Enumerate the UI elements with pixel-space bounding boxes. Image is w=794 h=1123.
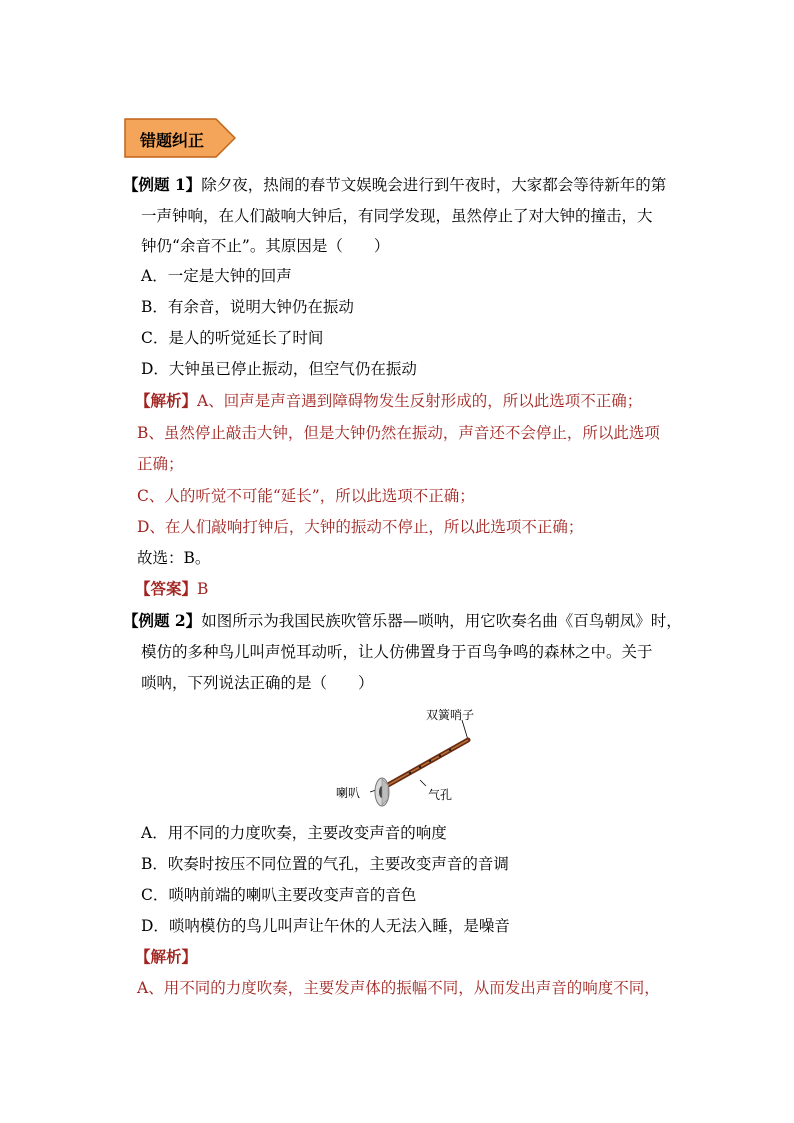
q1-stem-line3: 钟仍“余音不止”。其原因是（ ） — [141, 237, 390, 255]
q2-option-c: C．唢呐前端的喇叭主要改变声音的音色 — [141, 886, 417, 904]
q2-option-d: D．唢呐模仿的鸟儿叫声让午休的人无法入睡，是噪音 — [141, 917, 510, 935]
q1-answer-label: 【答案】 — [135, 579, 198, 598]
section-tag-label: 错题纠正 — [140, 131, 205, 150]
label-reed: 双簧哨子 — [426, 708, 475, 722]
q2-analysis-a: A、用不同的力度吹奏，主要发声体的振幅不同，从而发出声音的响度不同， — [137, 979, 660, 997]
q1-label: 【例题 1】 — [123, 175, 202, 194]
q1-stem-line1: 【例题 1】除夕夜，热闹的春节文娱晚会进行到午夜时，大家都会等待新年的第 — [123, 175, 667, 194]
q1-analysis-d: D、在人们敲响打钟后，大钟的振动不停止，所以此选项不正确； — [137, 518, 584, 536]
q1-conclusion: 故选：B。 — [137, 549, 211, 567]
q1-analysis-b1: B、虽然停止敲击大钟，但是大钟仍然在振动，声音还不会停止，所以此选项 — [137, 424, 660, 442]
q2-stem-line1: 【例题 2】如图所示为我国民族吹管乐器—唢呐，用它吹奏名曲《百鸟朝凤》时， — [123, 611, 682, 630]
suona-figure — [330, 700, 480, 810]
q2-analysis-label: 【解析】 — [135, 947, 198, 966]
q2-label: 【例题 2】 — [123, 611, 202, 630]
q1-option-b: B．有余音，说明大钟仍在振动 — [141, 298, 354, 316]
q1-option-c: C．是人的听觉延长了时间 — [141, 329, 324, 347]
q1-analysis-c: C、人的听觉不可能“延长”，所以此选项不正确； — [137, 487, 475, 505]
q1-analysis-label: 【解析】 — [135, 391, 198, 410]
q2-option-b: B．吹奏时按压不同位置的气孔，主要改变声音的音调 — [141, 855, 509, 873]
label-hole: 气孔 — [428, 788, 453, 802]
q1-analysis-b2: 正确； — [137, 455, 184, 473]
q2-stem-line2: 模仿的多种鸟儿叫声悦耳动听，让人仿佛置身于百鸟争鸣的森林之中。关于 — [141, 643, 653, 661]
q1-option-d: D．大钟虽已停止振动，但空气仍在振动 — [141, 360, 417, 378]
q1-answer-value: B — [197, 580, 209, 598]
section-tag — [124, 118, 236, 158]
q1-analysis-a: 【解析】A、回声是声音遇到障碍物发生反射形成的，所以此选项不正确； — [135, 391, 643, 410]
q2-stem-line3: 唢呐，下列说法正确的是（ ） — [141, 674, 374, 692]
q1-stem-line2: 一声钟响，在人们敲响大钟后，有同学发现，虽然停止了对大钟的撞击，大 — [141, 207, 653, 225]
q2-option-a: A．用不同的力度吹奏，主要改变声音的响度 — [141, 824, 447, 842]
q1-answer — [135, 578, 208, 600]
label-bell: 喇叭 — [336, 786, 361, 800]
q1-option-a: A．一定是大钟的回声 — [141, 267, 292, 285]
